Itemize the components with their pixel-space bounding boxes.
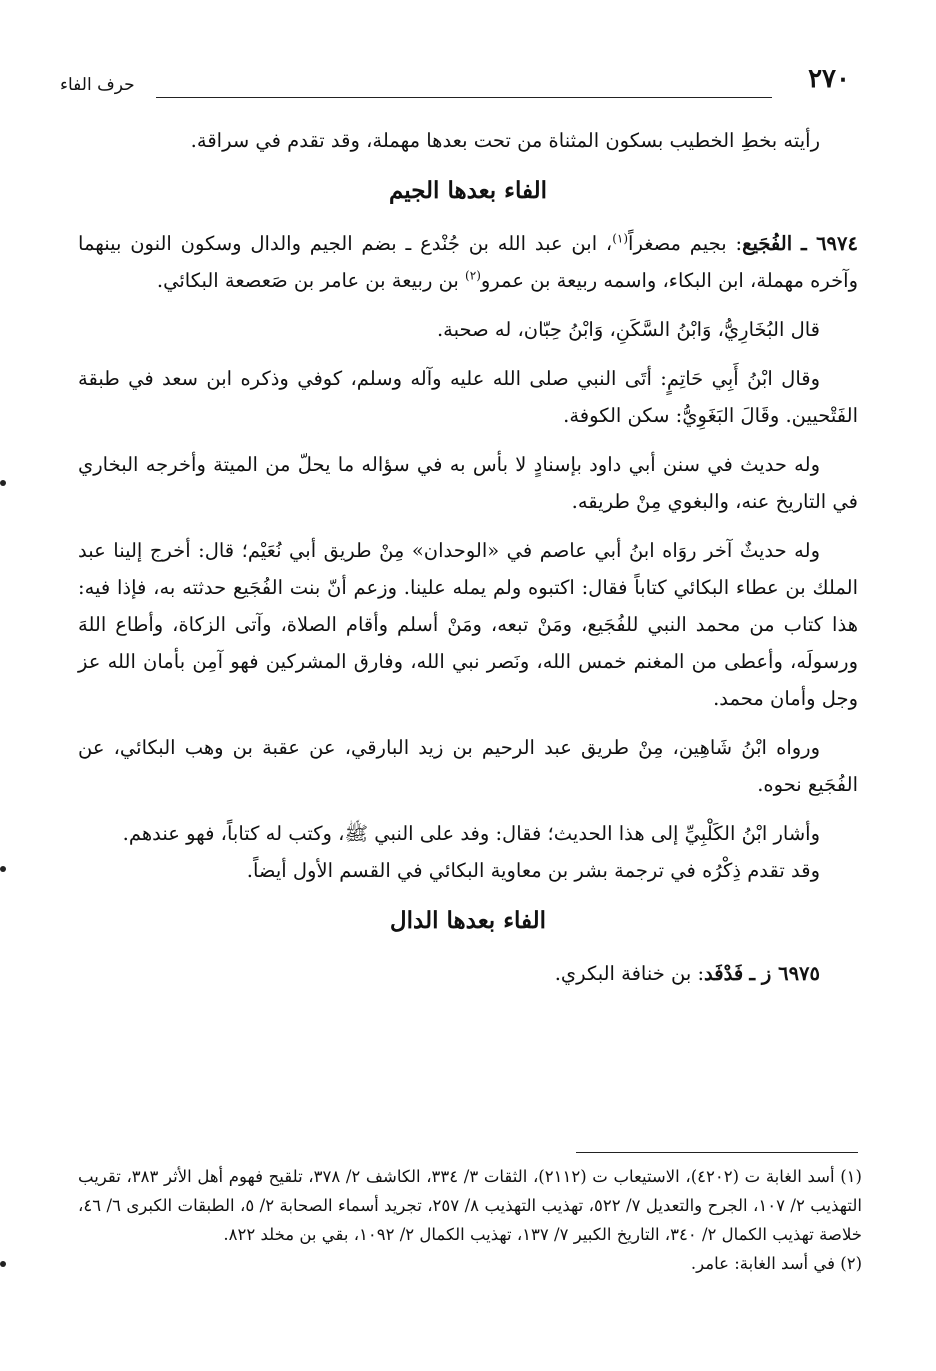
page-number: ٢٧٠: [808, 64, 850, 94]
paragraph-abi-hatim: وقال ابْنُ أَبِي حَاتِمٍ: أتَى النبي صلى الله عليه وآله وسلم، كوفي وذكره ابن سعد في طبقة الفَتْحيين. وقَالَ البَغَوِيُّ: سكن الكوفة.: [78, 367, 858, 427]
entry-number: ٦٩٧٤ ـ: [800, 232, 858, 255]
margin-speck: [0, 480, 6, 486]
entry-name: الفُجَيع: [742, 232, 793, 255]
entry-name: فَدْفَد: [704, 962, 744, 985]
entry-text: : بجيم مصغراً: [628, 232, 743, 255]
intro-paragraph: رأيته بخطِ الخطيب بسكون المثناة من تحت بعدها مهملة، وقد تقدم في سراقة.: [190, 129, 820, 152]
paragraph-hadith-wahdan: وله حديثٌ آخر روَاه ابنُ أبي عاصم في «الوحدان» مِنْ طريق أبي نُعَيْم؛ قال: أخرج إلينا عبد الملك بن عطاء البكائي كتاباً فقال: اكتبوه ولم يمله علينا. وزعم أنّ بنت الفُجَيع حدثته به، فإذا فيه: هذا كتاب من محمد النبي للفُجَيع، ومَنْ تبعه، ومَنْ أسلم وأقام الصلاة، وآتى الزكاة، وأطاع اللهَ ورسولَه، وأعطى من المغنم خمس الله، ونَصر نبي الله، وفارق المشركين فهو آمِن بأمان الله عز وجل وأمان محمد.: [78, 539, 858, 710]
entry-text: ، ابن عبد الله بن جُنْدع ـ بضم الجيم والدال وسكون النون بينهما وآخره مهملة، ابن البكاء، واسمه ربيعة بن عمرو: [78, 232, 858, 292]
footnote-ref-2[interactable]: (٢): [465, 268, 481, 283]
margin-speck: [0, 866, 6, 872]
entry-text: بن ربيعة بن عامر بن صَعصعة البكائي.: [156, 269, 466, 292]
paragraph-hadith-abu-dawud: وله حديث في سنن أبي داود بإسنادٍ لا بأس به في سؤاله ما يحلّ من الميتة وأخرجه البخاري في التاريخ عنه، والبغوي مِنْ طريقه.: [78, 453, 858, 513]
entry-6975: [78, 955, 858, 992]
entry-6974: [78, 225, 858, 299]
page-header: [60, 62, 850, 102]
footnote-2: (٢) في أسد الغابة: عامر.: [690, 1254, 862, 1273]
footnote-rule: [576, 1152, 858, 1153]
entry-number: ٦٩٧٥ ز ـ: [749, 962, 820, 985]
footnote-ref-1[interactable]: (١): [612, 231, 629, 246]
running-head: حرف الفاء: [60, 75, 135, 95]
section-heading-jim: الفاء بعدها الجيم: [388, 177, 548, 204]
paragraph-bishr: وقد تقدم ذِكْرُه في ترجمة بشر بن معاوية البكائي في القسم الأول أيضاً.: [246, 859, 820, 882]
footnotes: [78, 1162, 862, 1278]
section-heading-dal: الفاء بعدها الدال: [389, 907, 547, 934]
paragraph-ibn-shahin: ورواه ابْنُ شَاهِين، مِنْ طريق عبد الرحيم بن زيد البارقي، عن عقبة بن وهب البكائي، عن الفُجَيع نحوه.: [78, 736, 858, 796]
paragraph-bukhari: قال البُخَارِيُّ، وَابْنُ السَّكَنِ، وَابْنُ حِبّان، له صحبة.: [436, 318, 820, 341]
header-rule: [156, 97, 772, 98]
margin-speck: [0, 1261, 6, 1267]
paragraph-ibn-kalbi: وأشار ابْنُ الكَلْبِيِّ إلى هذا الحديث؛ فقال: وفد على النبي ﷺ، وكتب له كتاباً، فهو عندهم.: [122, 822, 820, 845]
footnote-1: (١) أسد الغابة ت (٤٢٠٢)، الاستيعاب ت (٢١١٢)، الثقات ٣/ ٣٣٤، الكاشف ٢/ ٣٧٨، تلقيح فهوم أهل الأثر ٣٨٣، تقريب التهذيب ٢/ ١٠٧، الجرح والتعديل ٧/ ٥٢٢، تهذيب التهذيب ٨/ ٢٥٧، تجريد أسماء الصحابة ٢/ ٥، الطبقات الكبرى ٦/ ٤٦، خلاصة تهذيب الكمال ٢/ ٣٤٠، التاريخ الكبير ٧/ ١٣٧، تهذيب الكمال ٢/ ١٠٩٢، بقي بن مخلد ٨٢٢.: [78, 1167, 862, 1244]
page-body: [78, 122, 858, 1004]
entry-text: : بن خنافة البكري.: [554, 962, 705, 985]
